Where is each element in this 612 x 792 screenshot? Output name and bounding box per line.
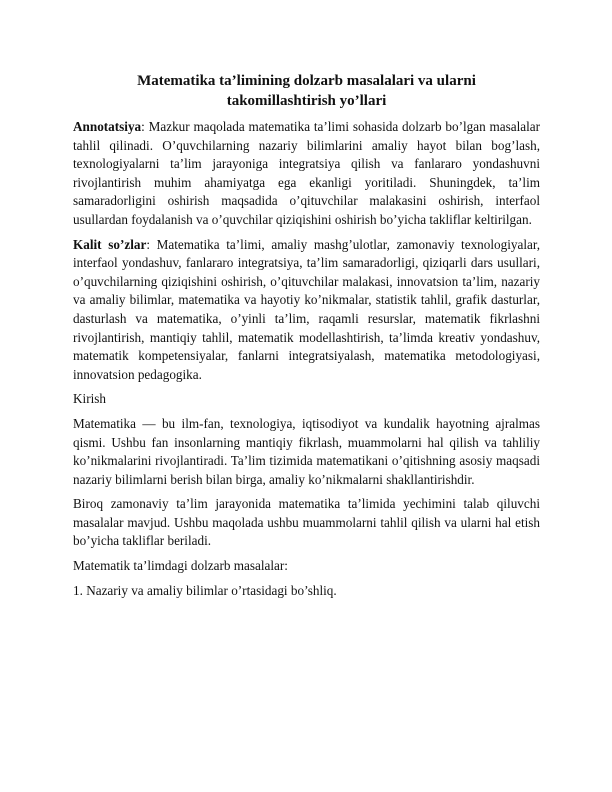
body-paragraph-2: Biroq zamonaviy ta’lim jarayonida matematika ta’limida yechimini talab qiluvchi masalalar mavjud. Ushbu maqolada ushbu muammolarni tahlil qilish va ularni hal etish bo’yicha takliflar beriladi. <box>73 496 540 549</box>
keywords-label: Kalit so’zlar <box>73 236 147 252</box>
keywords-separator: : <box>146 236 157 252</box>
section-heading: Matematik ta’limdagi dolzarb masalalar: <box>73 558 288 574</box>
keywords-paragraph <box>73 236 540 385</box>
abstract-separator: : <box>141 119 149 134</box>
title-line-1: Matematika ta’limining dolzarb masalalari va ularni <box>137 73 476 89</box>
title-line-2: takomillashtirish yo’llari <box>226 93 387 109</box>
abstract-text: Mazkur maqolada matematika ta’limi sohasida dolzarb bo’lgan masalalar tahlil qilinadi. O’quvchilarning nazariy bilimlarini amaliy hayot bilan bog’lash, texnologiyalarni ta’lim jarayoniga integratsiya qilish va fanlararo yondashuvni rivojlantirish muhim ahamiyatga ega ekanligi yoritiladi. Shuningdek, ta’lim samaradorligini oshirish maqsadida o’qituvchilar malakasini oshirish, interfaol usullardan foydalanish va o’quvchilar qiziqishini oshirish bo’yicha takliflar keltirilgan. <box>73 119 540 227</box>
body-paragraph-1: Matematika — bu ilm-fan, texnologiya, iqtisodiyot va kundalik hayotning ajralmas qismi. Ushbu fan insonlarning mantiqiy fikrlash, muammolarni hal qilish va tahliliy ko’nikmalarini rivojlantiradi. Ta’lim tizimida matematikani o’qitishning asosiy maqsadi nazariy bilimlarni berish bilan birga, amaliy ko’nikmalarni shakllantirishdir. <box>73 415 540 487</box>
list-item: 1. Nazariy va amaliy bilimlar o’rtasidagi bo’shliq. <box>73 582 337 598</box>
abstract-paragraph <box>73 118 540 230</box>
keywords-text: Matematika ta’limi, amaliy mashg’ulotlar, zamonaviy texnologiyalar, interfaol yondashuv, fanlararo integratsiya, ta’lim samaradorligi, qiziqarli dars usullari, o’quvchilarning qiziqishini oshirish, o’qituvchilar malakasi, innovatsion ta’lim, nazariy va amaliy bilimlar, matematika va hayotiy ko’nikmalar, statistik tahlil, grafik dasturlar, dasturlash va matematika, o’yinli ta’lim, raqamli resurslar, matematik fikrlashni rivojlantirish, mantiqiy tahlil, matematik modellashtirish, ta’limda kreativ yondashuv, matematik kompetensiyalar, fanlarni integratsiyalash, matematika metodologiyasi, innovatsion pedagogika. <box>73 236 540 382</box>
document-title <box>73 71 540 111</box>
intro-heading: Kirish <box>73 391 106 407</box>
abstract-label: Annotatsiya <box>73 119 142 134</box>
document-page <box>73 71 540 606</box>
